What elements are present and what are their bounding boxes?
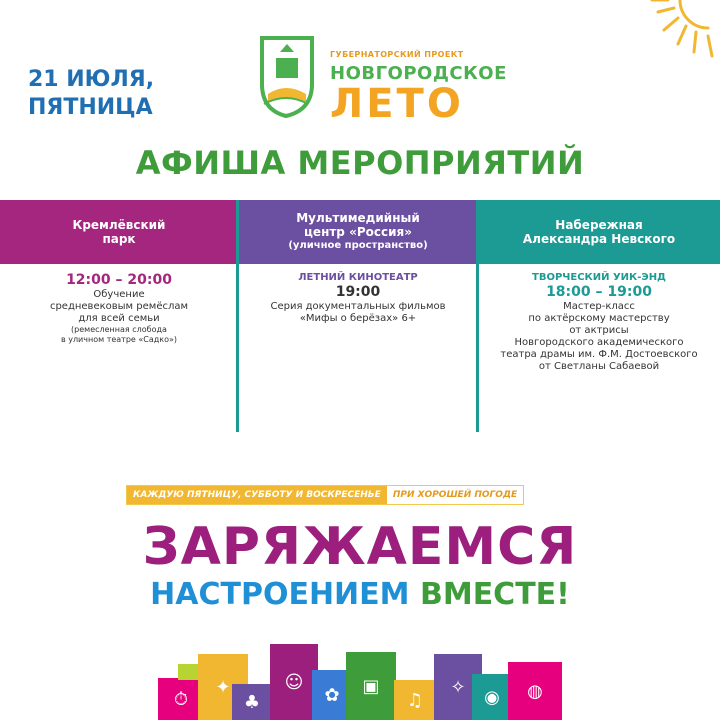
event-desc: Обучение — [93, 289, 145, 300]
schedule-columns — [0, 200, 720, 432]
event-desc: театра драмы им. Ф.М. Достоевского — [500, 349, 698, 360]
page-title: АФИША МЕРОПРИЯТИЙ — [135, 144, 585, 182]
column-body-russia-center — [238, 272, 478, 325]
column-body-embankment — [478, 272, 720, 373]
schedule-banner — [126, 485, 524, 505]
slogan-line-1: ЗАРЯЖАЕМСЯ — [142, 517, 578, 577]
column-subtitle: (уличное пространство) — [288, 240, 428, 251]
column-header-russia-center — [238, 200, 478, 264]
camera-icon: ◉ — [472, 674, 512, 720]
event-date — [28, 66, 154, 122]
sun-icon — [630, 0, 720, 70]
palette-icon: ✿ — [312, 670, 352, 720]
logo-emblem-icon — [258, 34, 320, 118]
volleyball-icon: ◍ — [508, 662, 562, 720]
event-note: (ремесленная слобода — [71, 325, 167, 334]
column-title: Набережная — [555, 218, 643, 232]
logo-text — [330, 50, 507, 127]
event-time: 12:00 – 20:00 — [66, 272, 172, 288]
event-desc: Серия документальных фильмов — [270, 301, 446, 312]
event-desc: от актрисы — [569, 325, 629, 336]
event-tag: ЛЕТНИЙ КИНОТЕАТР — [298, 272, 418, 283]
dancer-icon: ✦ — [198, 654, 248, 720]
logo-subtitle: ГУБЕРНАТОРСКИЙ ПРОЕКТ — [330, 50, 464, 59]
timer-60-icon: ⏱ — [158, 678, 204, 720]
column-header-kremlin-park — [0, 200, 238, 264]
event-desc: средневековым ремёслам — [49, 301, 189, 312]
column-header-embankment — [478, 200, 720, 264]
event-time: 18:00 – 19:00 — [546, 284, 652, 300]
event-desc: по актёрскому мастерству — [528, 313, 670, 324]
slogan-word-together: ВМЕСТЕ! — [419, 577, 570, 612]
column-title: Александра Невского — [522, 232, 676, 246]
column-title: центр «Россия» — [304, 225, 412, 239]
banner-days: КАЖДУЮ ПЯТНИЦУ, СУББОТУ И ВОСКРЕСЕНЬЕ — [127, 486, 387, 504]
event-desc: для всей семьи — [78, 313, 160, 324]
column-title: Мультимедийный — [296, 211, 420, 225]
column-body-kremlin-park — [0, 272, 238, 345]
banner-weather: ПРИ ХОРОШЕЙ ПОГОДЕ — [387, 486, 523, 504]
yoga-icon: ☺ — [270, 644, 318, 720]
bell-icon: ♣ — [232, 684, 272, 720]
slogan-line-2 — [0, 578, 720, 612]
music-note-icon: ♫ — [394, 680, 436, 720]
event-time: 19:00 — [335, 284, 381, 300]
clapperboard-icon: ▣ — [346, 652, 396, 720]
column-title: парк — [102, 232, 136, 246]
column-title: Кремлёвский — [72, 218, 166, 232]
event-desc: Новгородского академического — [514, 337, 684, 348]
event-desc: от Светланы Сабаевой — [538, 361, 660, 372]
event-note: в уличном театре «Садко») — [60, 335, 178, 344]
slogan-word-mood: НАСТРОЕНИЕМ — [150, 577, 410, 612]
logo-line-1: НОВГОРОДСКОЕ — [330, 63, 507, 84]
event-desc: Мастер-класс — [563, 301, 635, 312]
logo-line-2: ЛЕТО — [330, 81, 464, 127]
weekday-line: ПЯТНИЦА — [28, 95, 153, 120]
event-tag: ТВОРЧЕСКИЙ УИК-ЭНД — [532, 272, 666, 283]
date-line: 21 ИЮЛЯ, — [28, 67, 155, 92]
badminton-icon: ✧ — [434, 654, 482, 720]
event-desc: «Мифы о берёзах» 6+ — [299, 313, 417, 324]
activity-tiles — [0, 640, 720, 720]
